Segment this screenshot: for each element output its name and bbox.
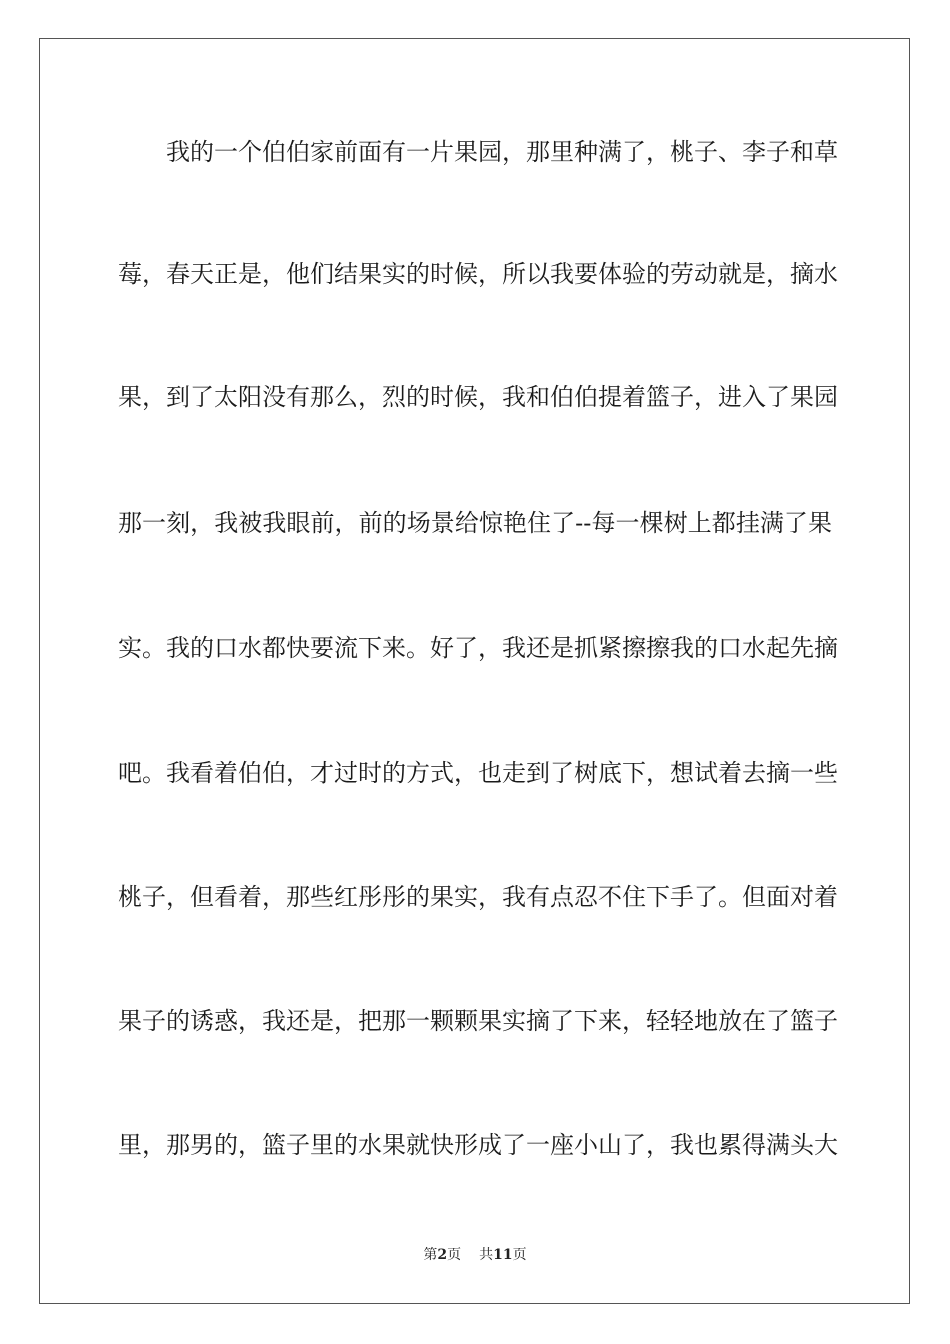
footer-prefix: 第 <box>423 1247 438 1263</box>
text-line-9: 里，那男的，篮子里的水果就快形成了一座小山了，我也累得满头大 <box>118 1131 838 1159</box>
text-line-7: 桃子，但看着，那些红彤彤的果实，我有点忍不住下手了。但面对着 <box>118 883 838 911</box>
text-line-8: 果子的诱惑，我还是，把那一颗颗果实摘了下来，轻轻地放在了篮子 <box>118 1007 838 1035</box>
footer-page-number: 2 <box>437 1247 448 1263</box>
text-line-1: 我的一个伯伯家前面有一片果园，那里种满了，桃子、李子和草 <box>166 138 838 166</box>
footer-page-suffix: 页 <box>447 1247 462 1263</box>
footer-total-suffix: 页 <box>512 1247 527 1263</box>
footer-total-prefix: 共 <box>479 1247 494 1263</box>
text-line-6: 吧。我看着伯伯，才过时的方式，也走到了树底下，想试着去摘一些 <box>118 759 838 787</box>
footer-total-pages: 11 <box>493 1247 513 1263</box>
text-line-4: 那一刻，我被我眼前，前的场景给惊艳住了--每一棵树上都挂满了果 <box>118 509 832 537</box>
text-line-3: 果，到了太阳没有那么，烈的时候，我和伯伯提着篮子，进入了果园 <box>118 383 838 411</box>
text-line-2: 莓，春天正是，他们结果实的时候，所以我要体验的劳动就是，摘水 <box>118 260 838 288</box>
text-line-5: 实。我的口水都快要流下来。好了，我还是抓紧擦擦我的口水起先摘 <box>118 634 838 662</box>
page-footer <box>0 1246 950 1264</box>
page-border <box>39 38 910 1304</box>
